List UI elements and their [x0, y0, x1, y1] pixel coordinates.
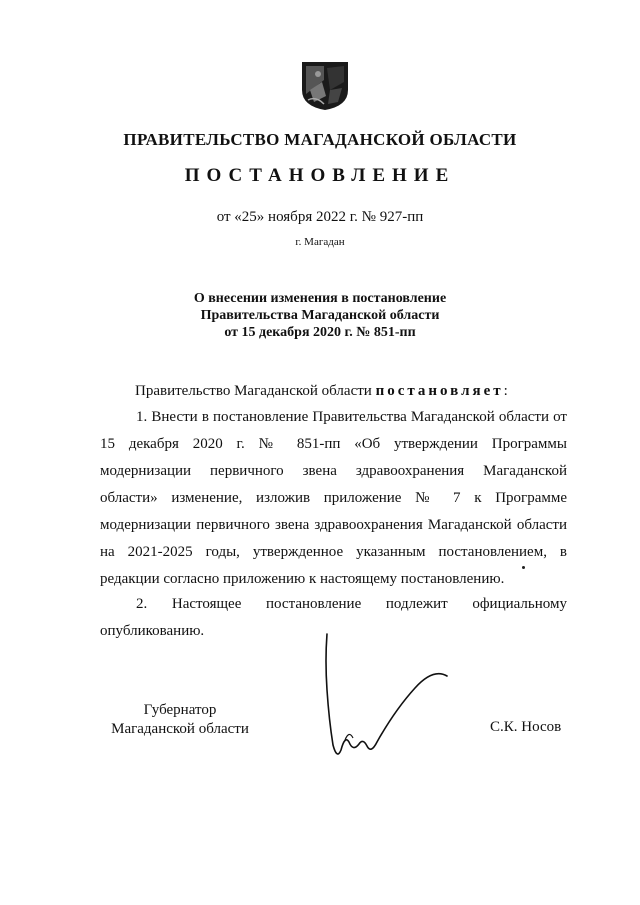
city: г. Магадан [295, 236, 345, 248]
date-and-number: от «25» ноября 2022 г. № 927-пп [216, 209, 424, 225]
subject-line-2: Правительства Магаданской области [200, 308, 440, 323]
signatory-title-line-2: Магаданской области [111, 721, 249, 737]
paragraph-1-text: 1. Внести в постановление Правительства Магаданской области от 15 декабря 2020 г. № 851-пп «Об утверждении Программы модернизации первичного звена здравоохранения Магаданской области» изменение, изложив приложение № 7 к Программе модернизации первичного звена здравоохранения Магаданской области на 2021-2025 годы, утвержденное указанным постановлением, в редакции согласно приложению к настоящему постановлению. [100, 409, 567, 587]
coat-of-arms-emblem [300, 60, 350, 112]
intro-verb: постановляет [375, 383, 504, 399]
subject-line-3: от 15 декабря 2020 г. № 851-пп [224, 325, 416, 340]
signatory-title [100, 701, 260, 739]
document-type: ПОСТАНОВЛЕНИЕ [184, 165, 456, 186]
intro-prefix: Правительство Магаданской области [135, 383, 372, 399]
paragraph-2-line-1: 2. Настоящее постановление подлежит официальному [136, 596, 567, 612]
paragraph-2-line-2: опубликованию. [100, 623, 205, 639]
scan-dot [522, 566, 525, 569]
signatory-title-line-1: Губернатор [143, 702, 217, 718]
signatory-name: С.К. Носов [490, 719, 562, 735]
intro-suffix: : [503, 383, 508, 399]
handwritten-signature [315, 630, 465, 770]
decree-intro [135, 378, 575, 405]
document-subject [0, 290, 640, 341]
subject-line-1: О внесении изменения в постановление [193, 291, 447, 306]
paragraph-1 [100, 404, 567, 593]
government-name: ПРАВИТЕЛЬСТВО МАГАДАНСКОЙ ОБЛАСТИ [123, 130, 517, 149]
